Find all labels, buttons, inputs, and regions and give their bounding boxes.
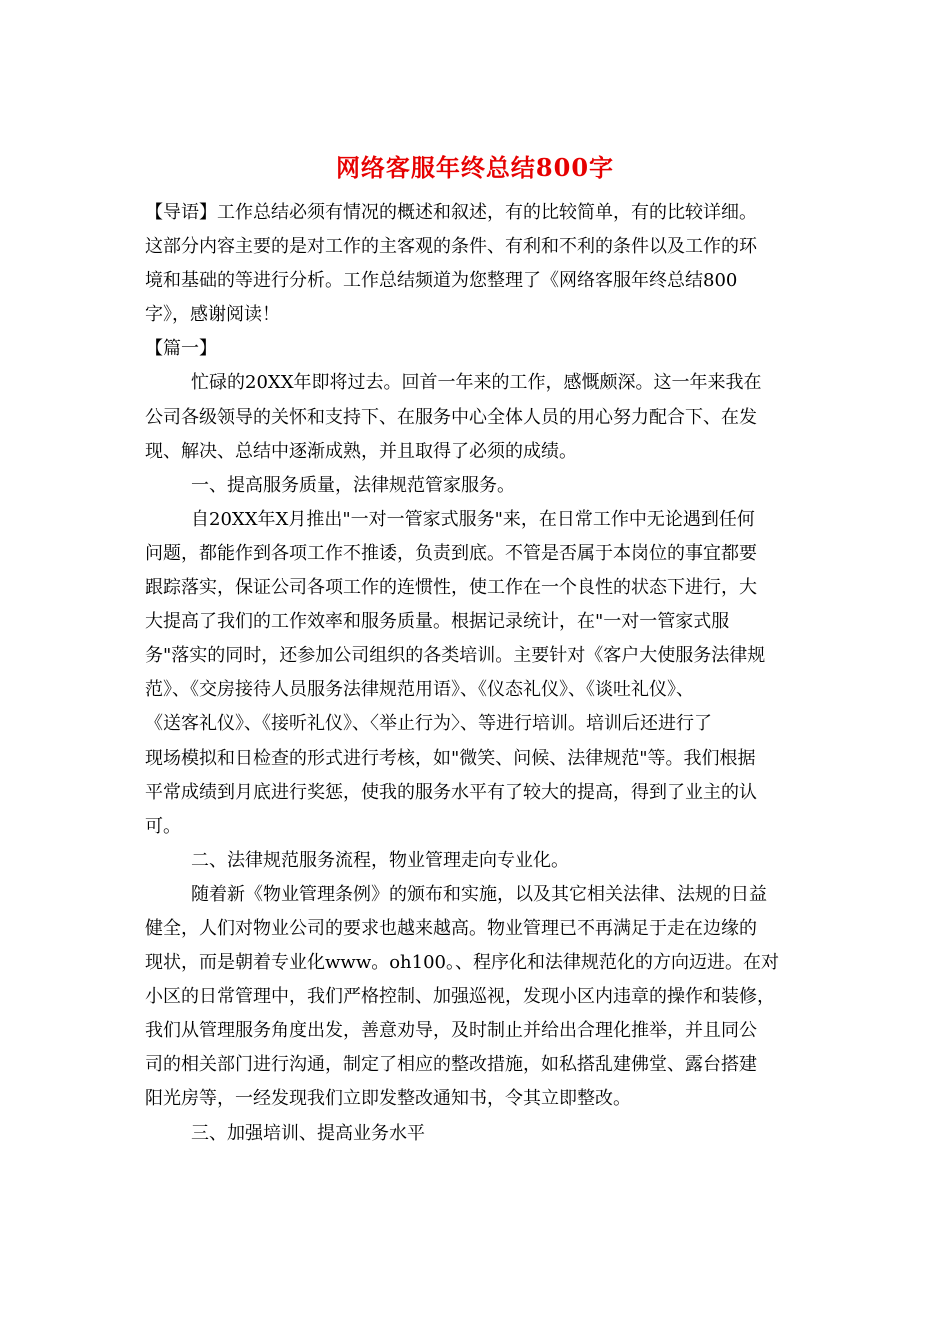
paragraph-line: 现状，而是朝着专业化www。oh100。、程序化和法律规范化的方向迈进。在对 — [145, 952, 780, 974]
section-heading: 三、加强培训、提高业务水平 — [191, 1122, 425, 1144]
paragraph-line: 境和基础的等进行分析。工作总结频道为您整理了《网络客服年终总结800 — [145, 270, 738, 292]
paragraph-line: 《送客礼仪》、《接听礼仪》、〈举止行为〉、等进行培训。培训后还进行了 — [145, 713, 712, 735]
paragraph-line: 平常成绩到月底进行奖惩，使我的服务水平有了较大的提高，得到了业主的认 — [145, 781, 757, 803]
paragraph-line: 公司各级领导的关怀和支持下、在服务中心全体人员的用心努力配合下、在发 — [145, 406, 757, 428]
paragraph-line: 随着新《物业管理条例》的颁布和实施，以及其它相关法律、法规的日益 — [191, 883, 767, 905]
paragraph-line: 可。 — [145, 815, 181, 837]
paragraph-line: 忙碌的20XX年即将过去。回首一年来的工作，感慨颇深。这一年来我在 — [191, 372, 762, 394]
paragraph-line: 健全，人们对物业公司的要求也越来越高。物业管理已不再满足于走在边缘的 — [145, 917, 757, 939]
paragraph-line: 问题，都能作到各项工作不推诿，负责到底。不管是否属于本岗位的事宜都要 — [145, 542, 757, 564]
paragraph-line: 字》，感谢阅读！ — [145, 304, 280, 326]
paragraph-line: 小区的日常管理中，我们严格控制、加强巡视，发现小区内违章的操作和装修， — [145, 986, 775, 1008]
section-label: 【篇一】 — [145, 338, 217, 360]
paragraph-line: 这部分内容主要的是对工作的主客观的条件、有利和不利的条件以及工作的环 — [145, 236, 757, 258]
section-heading: 一、提高服务质量，法律规范管家服务。 — [191, 474, 515, 496]
paragraph-line: 范》、《交房接待人员服务法律规范用语》、《仪态礼仪》、《谈吐礼仪》、 — [145, 679, 694, 701]
paragraph-line: 我们从管理服务角度出发，善意劝导，及时制止并给出合理化推举，并且同公 — [145, 1020, 757, 1042]
document-body — [145, 196, 815, 1151]
paragraph-line: 司的相关部门进行沟通，制定了相应的整改措施，如私搭乱建佛堂、露台搭建 — [145, 1054, 757, 1076]
paragraph-line: 大提高了我们的工作效率和服务质量。根据记录统计，在"一对一管家式服 — [145, 611, 730, 633]
paragraph-line: 【导语】工作总结必须有情况的概述和叙述，有的比较简单，有的比较详细。 — [145, 202, 757, 223]
paragraph-line: 现、解决、总结中逐渐成熟，并且取得了必须的成绩。 — [145, 440, 577, 462]
paragraph-line: 自20XX年X月推出"一对一管家式服务"来，在日常工作中无论遇到任何 — [191, 508, 755, 530]
paragraph-line: 阳光房等，一经发现我们立即发整改通知书，令其立即整改。 — [145, 1088, 631, 1110]
paragraph-line: 跟踪落实，保证公司各项工作的连惯性，使工作在一个良性的状态下进行，大 — [145, 577, 757, 599]
paragraph-line: 现场模拟和日检查的形式进行考核，如"微笑、问候、法律规范"等。我们根据 — [145, 747, 756, 769]
paragraph-line: 务"落实的同时，还参加公司组织的各类培训。主要针对《客户大使服务法律规 — [145, 645, 766, 667]
document-title: 网络客服年终总结800字 — [335, 153, 615, 182]
section-heading: 二、法律规范服务流程，物业管理走向专业化。 — [191, 849, 569, 871]
